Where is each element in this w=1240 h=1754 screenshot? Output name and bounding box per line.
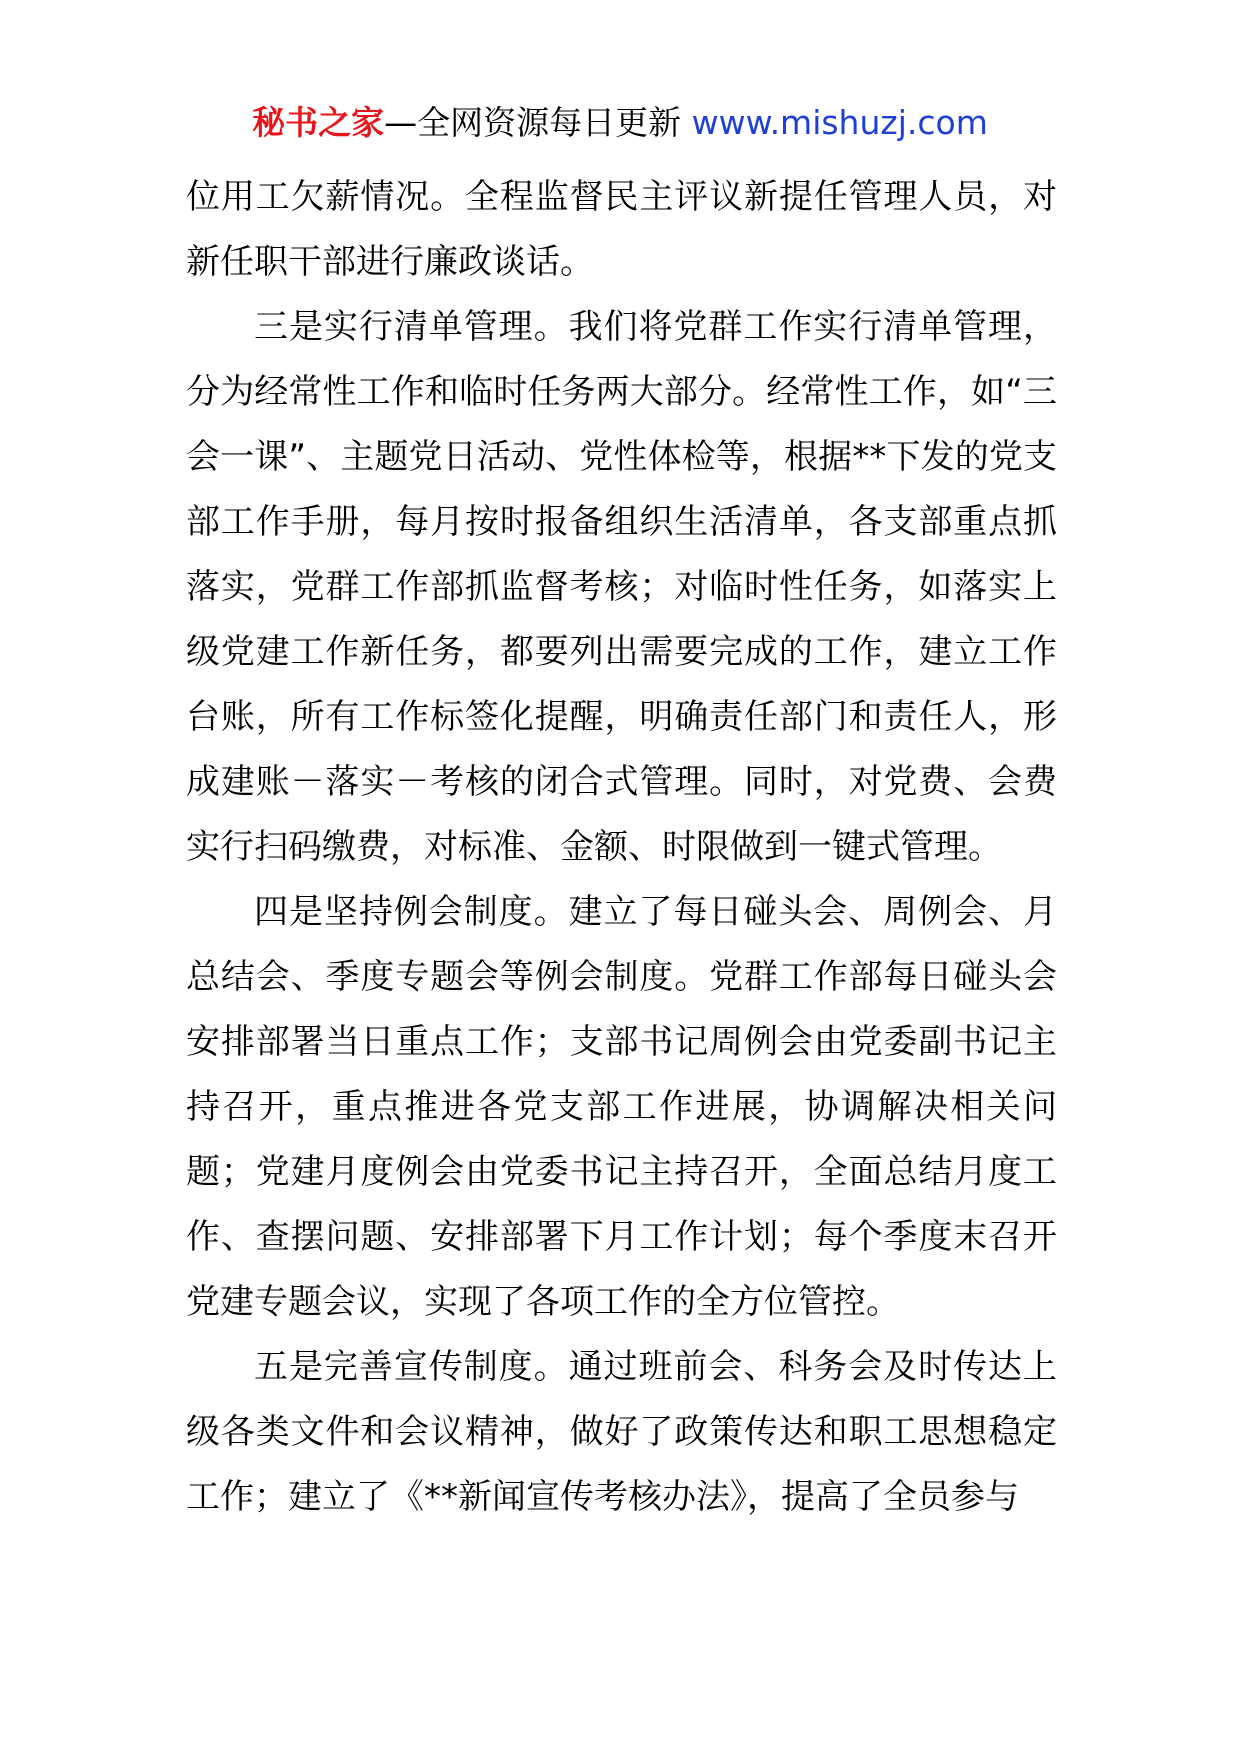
site-tagline: —全网资源每日更新 (384, 103, 682, 142)
document-body (186, 165, 1057, 1530)
site-url-link[interactable]: www.mishuzj.com (691, 103, 988, 142)
site-header (0, 98, 1240, 148)
paragraph-checklist-management: 三是实行清单管理。我们将党群工作实行清单管理，分为经常性工作和临时任务两大部分。经常性工作，如“三会一课”、主题党日活动、党性体检等，根据**下发的党支部工作手册，每月按时报备组织生活清单，各支部重点抓落实，党群工作部抓监督考核；对临时性任务，如落实上级党建工作新任务，都要列出需要完成的工作，建立工作台账，所有工作标签化提醒，明确责任部门和责任人，形成建账－落实－考核的闭合式管理。同时，对党费、会费实行扫码缴费，对标准、金额、时限做到一键式管理。 (186, 307, 1057, 867)
paragraph-regular-meetings: 四是坚持例会制度。建立了每日碰头会、周例会、月总结会、季度专题会等例会制度。党群工作部每日碰头会安排部署当日重点工作；支部书记周例会由党委副书记主持召开，重点推进各党支部工作进展，协调解决相关问题；党建月度例会由党委书记主持召开，全面总结月度工作、查摆问题、安排部署下月工作计划；每个季度末召开党建专题会议，实现了各项工作的全方位管控。 (186, 892, 1057, 1322)
paragraph-continuation: 位用工欠薪情况。全程监督民主评议新提任管理人员，对新任职干部进行廉政谈话。 (186, 177, 1057, 282)
paragraph-publicity-system: 五是完善宣传制度。通过班前会、科务会及时传达上级各类文件和会议精神，做好了政策传达和职工思想稳定工作；建立了《**新闻宣传考核办法》，提高了全员参与 (186, 1347, 1057, 1517)
site-brand: 秘书之家 (252, 103, 385, 142)
